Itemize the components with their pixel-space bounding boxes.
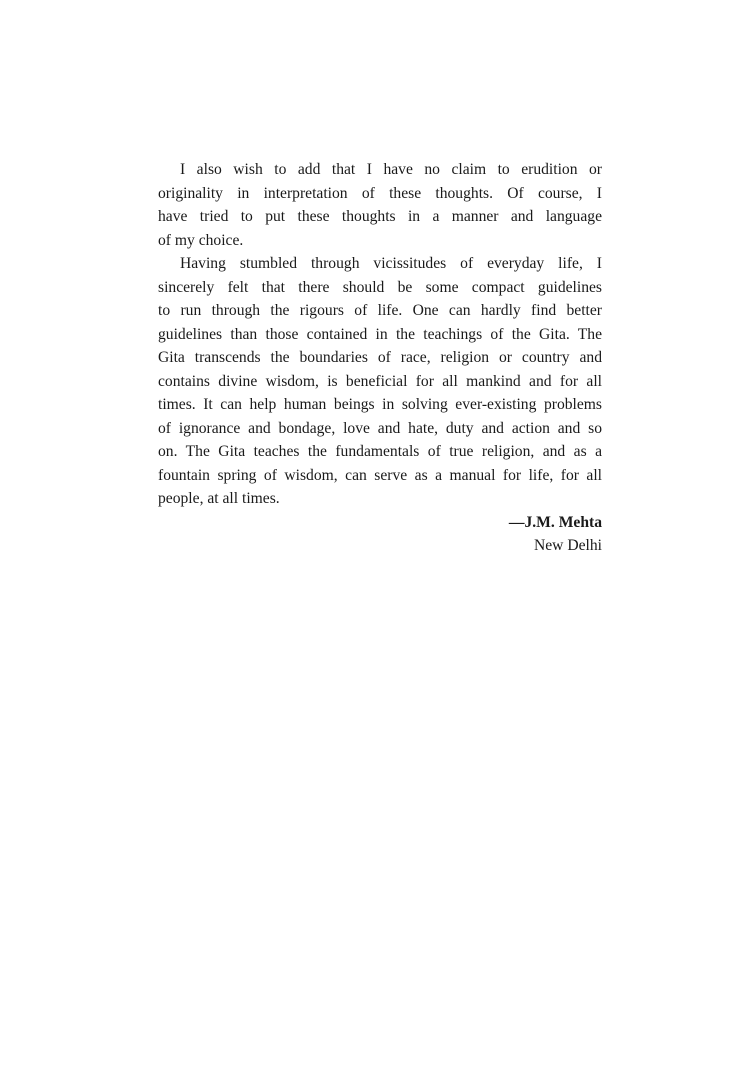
text-line: have tried to put these thoughts in a manner and language [158,208,602,225]
text-line: contains divine wisdom, is beneficial for all mankind and for all [158,372,602,390]
document-page [158,158,602,558]
text-line: sincerely felt that there should be some compact guidelines [158,278,602,296]
text-line: Having stumbled through vicissitudes of everyday life, I [180,255,602,272]
text-line: originality in interpretation of these thoughts. Of course, I [158,184,602,202]
paragraph-2 [158,252,602,511]
text-line: Gita transcends the boundaries of race, religion or country and [158,349,602,366]
text-line: fountain spring of wisdom, can serve as a manual for life, for all [158,466,602,484]
text-line: on. The Gita teaches the fundamentals of true religion, and as a [158,443,602,460]
text-line: guidelines than those contained in the teachings of the Gita. The [158,325,602,343]
text-line: I also wish to add that I have no claim to erudition or [180,161,602,178]
text-line: to run through the rigours of life. One can hardly find better [158,302,602,319]
text-line: times. It can help human beings in solving ever-existing problems [158,396,602,413]
paragraph-1 [158,158,602,252]
text-line: of my choice. [158,231,244,249]
signature-block [158,511,602,558]
author-place: New Delhi [534,537,602,554]
text-line: people, at all times. [158,490,280,507]
author-name: —J.M. Mehta [508,513,602,531]
text-line: of ignorance and bondage, love and hate, duty and action and so [158,419,602,437]
